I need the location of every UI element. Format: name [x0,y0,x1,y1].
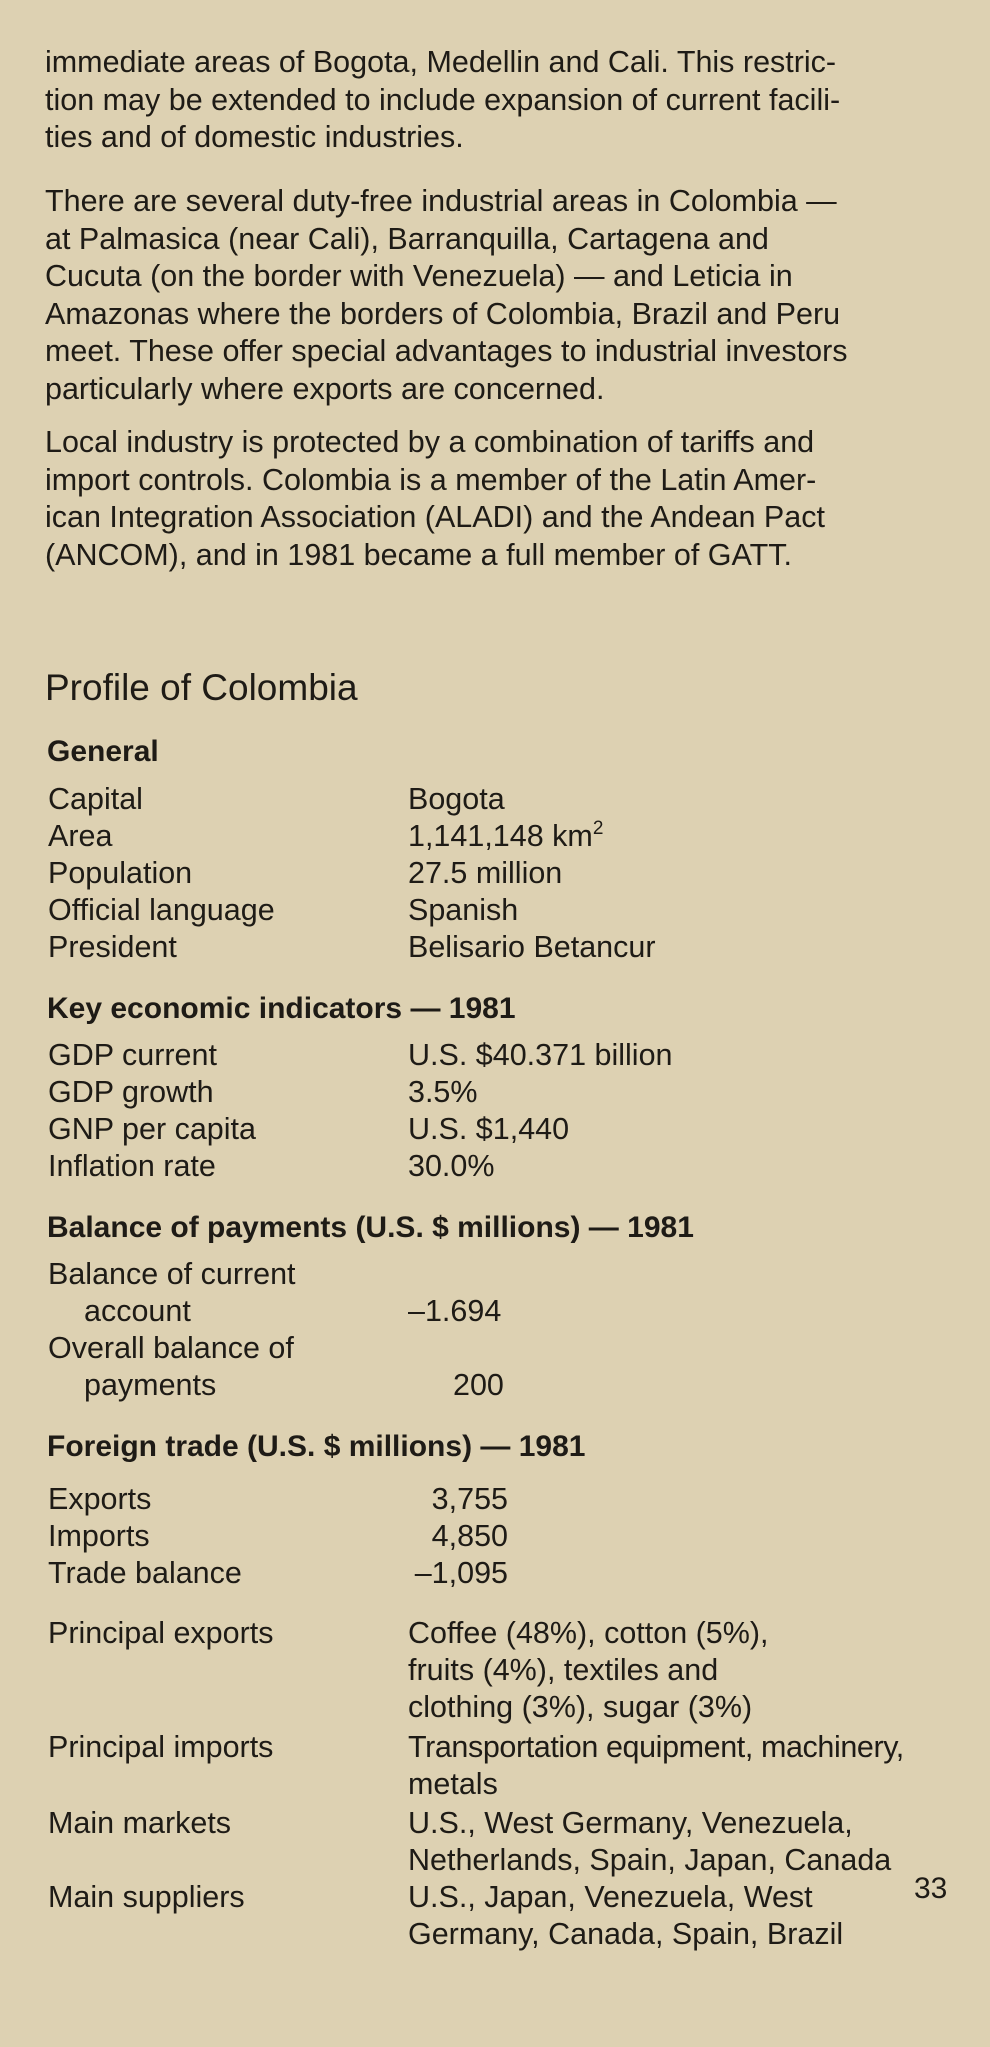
value-capital: Bogota [408,782,505,816]
label-population: Population [48,856,193,890]
text-line: ican Integration Association (ALADI) and the Andean Pact [45,500,825,534]
value-gnp-per-capita: U.S. $1,440 [408,1112,570,1146]
value-principal-exports-line3: clothing (3%), sugar (3%) [408,1690,753,1724]
value-area [408,818,603,856]
label-gdp-growth: GDP growth [48,1075,214,1109]
text-line: Cucuta (on the border with Venezuela) — and Leticia in [45,259,793,293]
value-population: 27.5 million [408,856,563,890]
text-line: ties and of domestic industries. [45,120,464,154]
text-line: immediate areas of Bogota, Medellin and Cali. This restric- [45,45,837,79]
text-line: (ANCOM), and in 1981 became a full member of GATT. [45,537,792,572]
label-overall-balance-line1: Overall balance of [48,1331,294,1365]
area-superscript: 2 [592,818,604,839]
label-area: Area [48,819,113,853]
value-main-markets-line1: U.S., West Germany, Venezuela, [408,1806,853,1840]
value-overall-balance: 200 [453,1368,504,1402]
label-principal-imports: Principal imports [48,1730,274,1764]
text-line: Amazonas where the borders of Colombia, Brazil and Peru [45,296,841,331]
value-official-language: Spanish [408,893,519,927]
label-balance-current-line2: account [84,1294,191,1328]
label-main-markets: Main markets [48,1806,232,1840]
label-gnp-per-capita: GNP per capita [48,1112,256,1146]
value-inflation-rate: 30.0% [408,1149,495,1183]
text-line: Local industry is protected by a combination of tariffs and [45,425,815,459]
value-imports: 4,850 [431,1519,508,1553]
value-trade-balance: –1,095 [414,1556,508,1590]
value-main-suppliers-line2: Germany, Canada, Spain, Brazil [408,1917,844,1951]
value-main-suppliers-line1: U.S., Japan, Venezuela, West [408,1880,813,1914]
value-president: Belisario Betancur [408,930,656,964]
value-main-markets-line2: Netherlands, Spain, Japan, Canada [408,1843,892,1877]
paragraph-duty-free-areas [45,183,965,408]
page-number: 33 [914,1872,948,1905]
label-exports: Exports [48,1482,152,1516]
value-principal-exports-line2: fruits (4%), textiles and [408,1653,719,1687]
paragraph-local-industry [45,424,965,574]
profile-title: Profile of Colombia [45,667,358,708]
label-official-language: Official language [48,893,275,927]
text-line: particularly where exports are concerned. [45,371,605,406]
value-principal-exports-line1: Coffee (48%), cotton (5%), [408,1616,769,1650]
text-line: import controls. Colombia is a member of the Latin Amer- [45,462,817,497]
label-main-suppliers: Main suppliers [48,1880,245,1914]
section-heading-key-indicators: Key economic indicators — 1981 [47,992,516,1025]
label-inflation-rate: Inflation rate [48,1149,216,1183]
label-balance-current-line1: Balance of current [48,1257,296,1291]
value-gdp-current: U.S. $40.371 billion [408,1038,673,1072]
section-heading-balance-of-payments: Balance of payments (U.S. $ millions) — 1981 [47,1211,694,1244]
label-gdp-current: GDP current [48,1038,217,1072]
value-principal-imports-line2: metals [408,1767,498,1801]
section-heading-general: General [47,735,159,768]
text-line: tion may be extended to include expansion of current facili- [45,82,841,117]
value-balance-current: –1.694 [408,1294,502,1328]
text-line: meet. These offer special advantages to industrial investors [45,334,848,368]
label-overall-balance-line2: payments [84,1368,217,1402]
text-line: at Palmasica (near Cali), Barranquilla, Cartagena and [45,221,769,256]
area-number: 1,141,148 km [408,819,593,853]
label-president: President [48,930,177,964]
section-heading-foreign-trade: Foreign trade (U.S. $ millions) — 1981 [47,1430,586,1463]
paragraph-investment-restriction [45,44,965,157]
text-line: There are several duty-free industrial areas in Colombia — [45,184,837,218]
label-imports: Imports [48,1519,150,1553]
label-capital: Capital [48,782,143,816]
value-exports: 3,755 [431,1482,508,1516]
label-trade-balance: Trade balance [48,1556,242,1590]
label-principal-exports: Principal exports [48,1616,274,1650]
value-principal-imports-line1: Transportation equipment, machinery, [408,1730,904,1764]
value-gdp-growth: 3.5% [408,1075,478,1109]
